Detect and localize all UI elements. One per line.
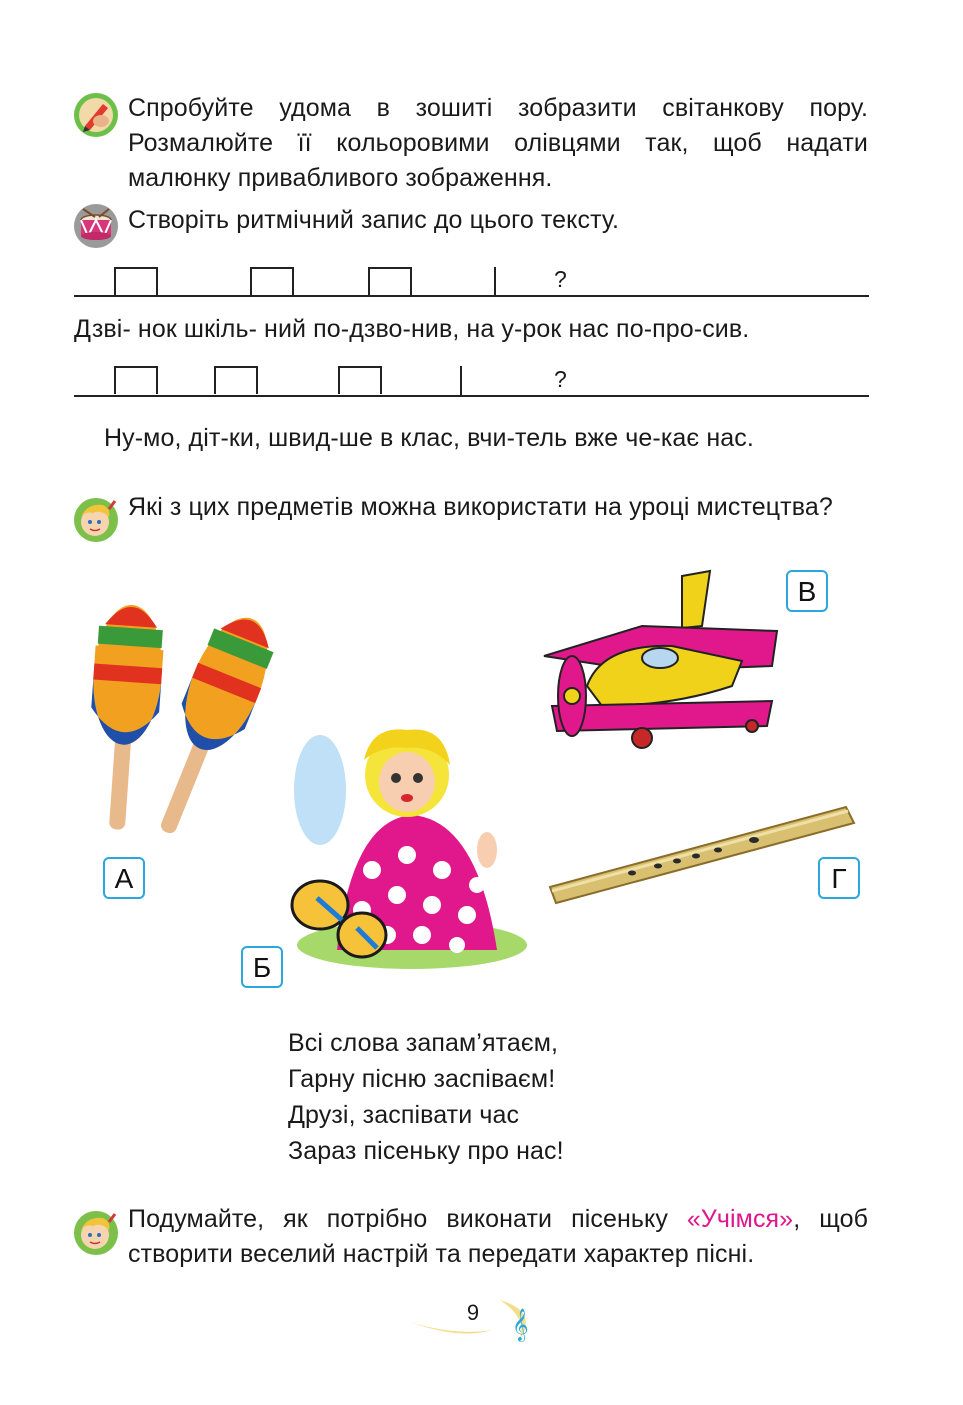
option-b-label: Б bbox=[241, 946, 283, 988]
task4-text-after: , щоб створити веселий настрій та передати характер пісні. bbox=[128, 1205, 869, 1268]
treble-clef-icon: 𝄞 bbox=[512, 1308, 529, 1341]
rhythm-quarter bbox=[460, 366, 462, 396]
page-number: 9 bbox=[466, 1300, 480, 1325]
task4-text bbox=[128, 1202, 868, 1272]
option-a-label: А bbox=[103, 857, 145, 899]
rhythm-baseline bbox=[74, 295, 869, 297]
thinking-child-icon bbox=[73, 497, 119, 543]
poem-line: Гарну пісню заспіваєм! bbox=[288, 1065, 556, 1093]
task4-text-before: Подумайте, як потрібно виконати пісеньку bbox=[128, 1205, 687, 1233]
option-v-label: В bbox=[786, 570, 828, 612]
lyrics-line-2: Ну-мо, діт-ки, швид-ше в клас, вчи-тель вже че-кає нас. bbox=[104, 424, 754, 452]
poem-line: Зараз пісеньку про нас! bbox=[288, 1137, 564, 1165]
rhythm-quarter bbox=[494, 267, 496, 297]
rhythm-baseline bbox=[74, 395, 869, 397]
rhythm-eighth-pair bbox=[250, 267, 294, 295]
flute-image bbox=[540, 795, 860, 915]
song-title: «Учімся» bbox=[686, 1205, 794, 1233]
lyrics-line-1: Дзві- нок шкіль- ний по-дзво-нив, на у-рок нас по-про-сив. bbox=[74, 315, 750, 343]
poem-line: Всі слова запам’ятаєм, bbox=[288, 1029, 559, 1057]
poem bbox=[288, 1025, 708, 1169]
task2-text: Створіть ритмічний запис до цього тексту. bbox=[128, 206, 620, 234]
airplane-image bbox=[532, 566, 784, 758]
rhythm-question: ? bbox=[554, 366, 567, 392]
rhythm-eighth-pair bbox=[338, 366, 382, 394]
poem-line: Друзі, заспівати час bbox=[288, 1101, 520, 1129]
rhythm-eighth-pair bbox=[368, 267, 412, 295]
rhythm-eighth-pair bbox=[114, 366, 158, 394]
rhythm-eighth-pair bbox=[214, 366, 258, 394]
maracas-image bbox=[80, 590, 290, 860]
doll-image bbox=[282, 720, 532, 975]
thinking-child-icon bbox=[73, 1210, 119, 1256]
rhythm-eighth-pair bbox=[114, 267, 158, 295]
drum-icon bbox=[73, 203, 119, 249]
pencil-draw-icon bbox=[73, 92, 119, 138]
rhythm-question: ? bbox=[554, 266, 567, 292]
task1-text: Спробуйте удома в зошиті зобразити світанкову пору. Розмалюйте її кольоровими олівцями так, щоб надати малюнку привабливого зображення. bbox=[128, 94, 868, 192]
option-g-label: Г bbox=[818, 857, 860, 899]
task3-text: Які з цих предметів можна використати на уроці мистецтва? bbox=[128, 493, 833, 521]
